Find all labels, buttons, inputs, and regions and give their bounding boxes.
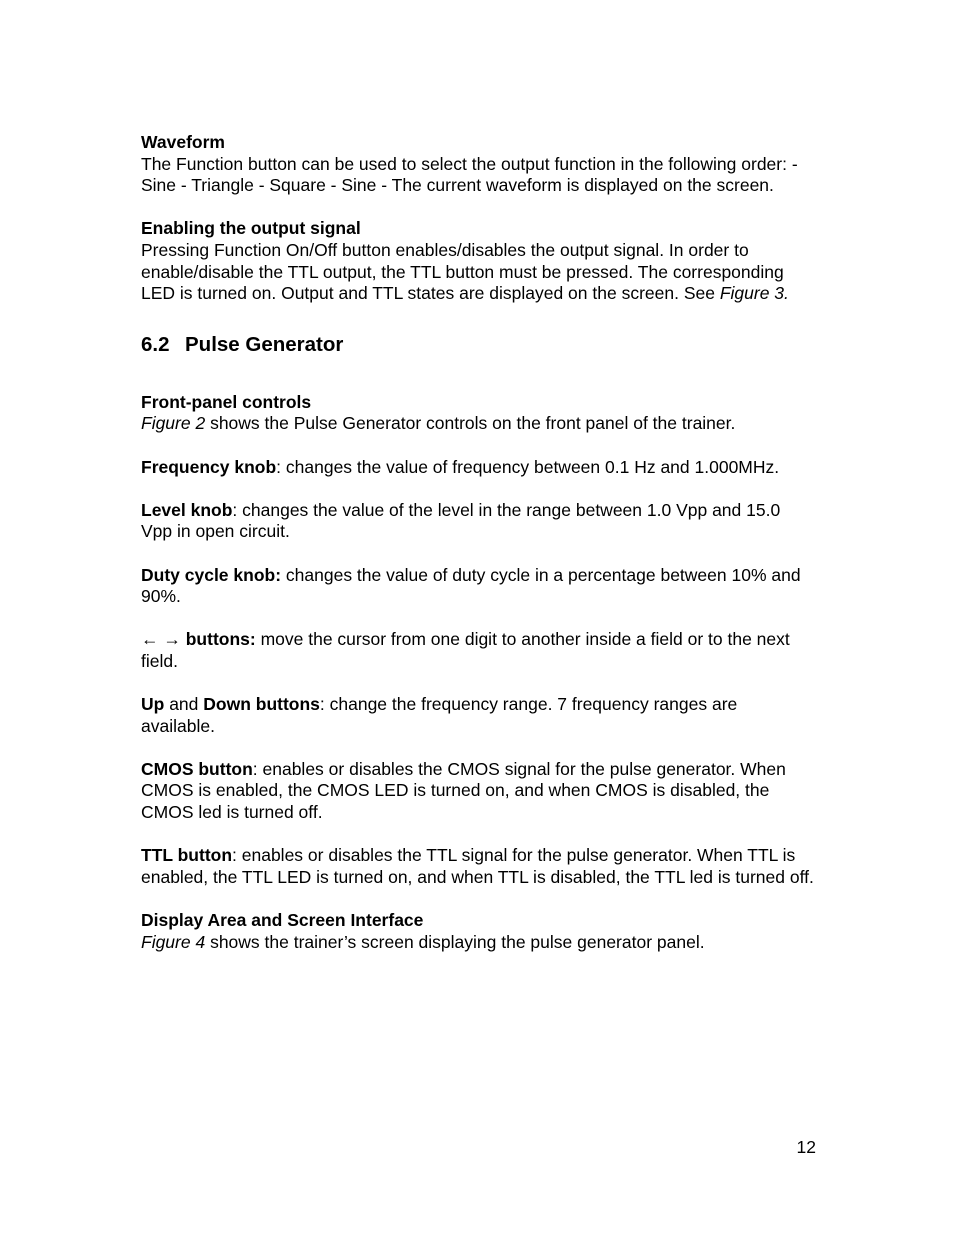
- front-panel-text: shows the Pulse Generator controls on the front panel of the trainer.: [205, 413, 736, 434]
- arrow-icons: ← →: [141, 629, 181, 650]
- down-label: Down buttons: [203, 694, 320, 715]
- updown-paragraph: [141, 694, 816, 737]
- front-panel-body: [141, 413, 816, 435]
- enabling-heading: Enabling the output signal: [141, 218, 361, 239]
- ttl-label: TTL button: [141, 845, 233, 866]
- duty-knob-text: changes the value of duty cycle in a percentage between 10% and 90%.: [141, 564, 801, 607]
- figure-4-reference: Figure 4: [141, 931, 206, 952]
- up-label: Up: [141, 694, 165, 715]
- cmos-text: : enables or disables the CMOS signal for the pulse generator. When CMOS is enabled, the CMOS LED is turned on, and when CMOS is disabled, the CMOS led is turned off.: [141, 758, 786, 823]
- figure-3-reference: Figure 3.: [719, 283, 789, 304]
- section-heading: [141, 330, 816, 357]
- and-text: and: [164, 694, 204, 715]
- waveform-body: The Function button can be used to select the output function in the following order: - Sine - Triangle - Square - Sine - The current waveform is displayed on the screen.: [141, 153, 798, 196]
- enabling-text: Pressing Function On/Off button enables/disables the output signal. In order to enable/disable the TTL output, the TTL button must be pressed. The corresponding LED is turned on. Output and TTL states are displayed on the screen. See: [141, 239, 784, 304]
- duty-knob-paragraph: [141, 565, 816, 608]
- waveform-heading: Waveform: [141, 132, 225, 152]
- frequency-knob-text: : changes the value of frequency between 0.1 Hz and 1.000MHz.: [276, 456, 780, 477]
- display-body: [141, 932, 816, 954]
- section-number: 6.2: [141, 332, 170, 356]
- figure-2-reference: Figure 2: [141, 413, 206, 434]
- page-number: 12: [796, 1137, 816, 1157]
- section-title: Pulse Generator: [185, 332, 344, 356]
- cmos-label: CMOS button: [141, 758, 253, 779]
- arrow-buttons-text: move the cursor from one digit to another inside a field or to the next field.: [141, 629, 790, 671]
- display-text: shows the trainer’s screen displaying the pulse generator panel.: [205, 931, 705, 952]
- cmos-paragraph: [141, 759, 816, 824]
- duty-knob-label: Duty cycle knob:: [141, 564, 282, 585]
- updown-text: : change the frequency range. 7 frequency ranges are available.: [141, 694, 738, 736]
- enabling-body: [141, 240, 816, 305]
- display-heading: Display Area and Screen Interface: [141, 910, 424, 930]
- level-knob-label: Level knob: [141, 499, 233, 520]
- frequency-knob-label: Frequency knob: [141, 456, 277, 477]
- frequency-knob-paragraph: [141, 457, 816, 479]
- page-content: [141, 132, 816, 953]
- ttl-text: : enables or disables the TTL signal for the pulse generator. When TTL is enabled, the TTL LED is turned on, and when TTL is disabled, the TTL led is turned off.: [141, 845, 814, 887]
- arrow-buttons-paragraph: [141, 629, 816, 672]
- arrow-buttons-label: buttons:: [180, 629, 256, 650]
- level-knob-paragraph: [141, 500, 816, 543]
- ttl-paragraph: [141, 845, 816, 888]
- front-panel-heading: Front-panel controls: [141, 391, 312, 412]
- level-knob-text: : changes the value of the level in the range between 1.0 Vpp and 15.0 Vpp in open circuit.: [141, 499, 781, 542]
